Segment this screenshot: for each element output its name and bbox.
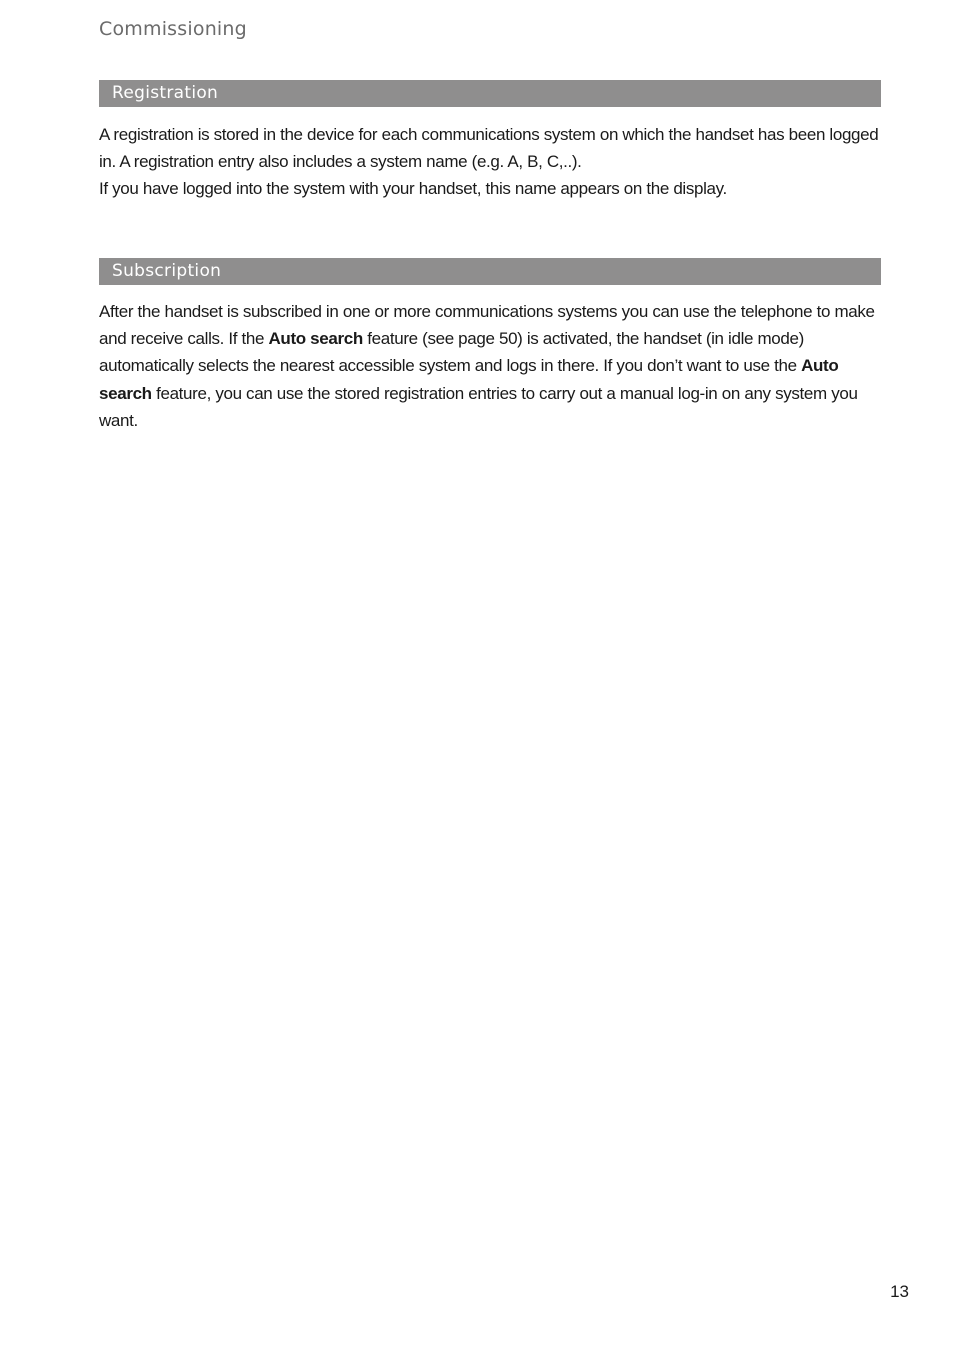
registration-paragraph: A registration is stored in the device for each communications system on which the handset has been logged in. A registration entry also includes a system name (e.g. A, B, C,..).: [99, 125, 879, 172]
text-run: feature (see page 50) is activated, the handset (in idle mode) automatically selects the nearest accessible system and logs in there. If you don’t want to use the: [99, 329, 804, 376]
registration-body: [99, 121, 889, 203]
subscription-paragraph: [99, 298, 889, 434]
page-number: 13: [890, 1282, 909, 1301]
section-heading-subscription: Subscription: [99, 258, 881, 285]
auto-search-term: Auto search: [99, 356, 839, 403]
text-run: feature, you can use the stored registration entries to carry out a manual log-in on any system you want.: [99, 383, 858, 430]
registration-paragraph: If you have logged into the system with your handset, this name appears on the display.: [99, 179, 727, 199]
section-heading-registration: Registration: [99, 80, 881, 107]
text-run: After the handset is subscribed in one or more communications systems you can use the telephone to make and receive calls. If the: [99, 302, 875, 349]
subscription-body: [99, 298, 889, 434]
chapter-title: Commissioning: [99, 18, 247, 40]
auto-search-term: Auto search: [268, 329, 363, 349]
